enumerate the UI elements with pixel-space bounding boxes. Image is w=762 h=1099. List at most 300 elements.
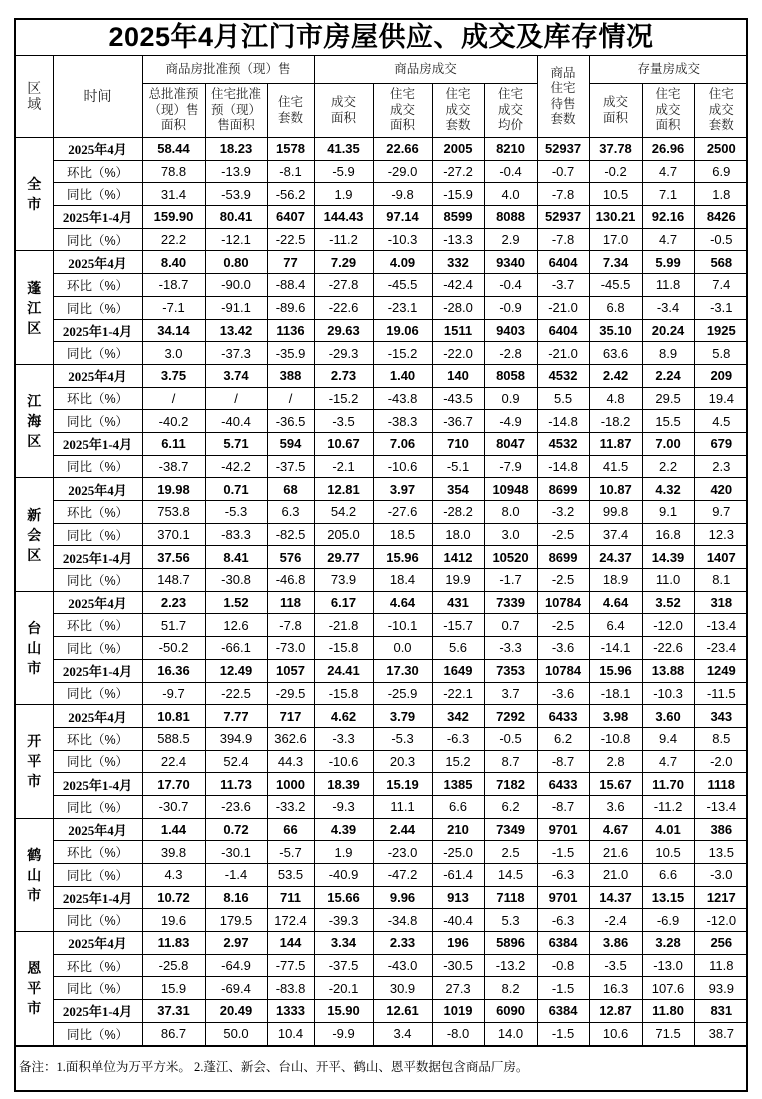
data-cell: 16.8 — [642, 523, 694, 546]
region-name-char: 区 — [27, 319, 42, 336]
data-cell: 6404 — [537, 319, 589, 342]
data-cell: 710 — [432, 432, 484, 455]
data-cell: 73.9 — [314, 569, 373, 592]
header-deal-area: 成交面积 — [314, 84, 373, 138]
data-cell: 2.44 — [373, 818, 432, 841]
data-cell: -0.8 — [537, 954, 589, 977]
data-cell: 9.1 — [642, 501, 694, 524]
table-row — [16, 319, 748, 342]
table-row — [16, 228, 748, 251]
data-cell: 19.06 — [373, 319, 432, 342]
region-name-char: 全 — [27, 176, 42, 193]
table-row — [16, 183, 748, 206]
data-cell: 22.2 — [142, 228, 205, 251]
data-cell: 10948 — [484, 478, 537, 501]
data-cell: -9.3 — [314, 795, 373, 818]
header-resale-area: 成交面积 — [589, 84, 642, 138]
data-cell: -7.8 — [537, 183, 589, 206]
header-supply-total-area: 总批准预（现）售面积 — [142, 84, 205, 138]
data-cell: 1217 — [694, 886, 748, 909]
data-cell: 6.2 — [537, 727, 589, 750]
row-label: 同比（%） — [53, 410, 142, 433]
data-cell: 10520 — [484, 546, 537, 569]
data-cell: 2.23 — [142, 591, 205, 614]
data-cell: -3.4 — [642, 296, 694, 319]
table-row — [16, 864, 748, 887]
data-cell: 17.70 — [142, 773, 205, 796]
data-cell: 5.71 — [205, 432, 267, 455]
data-cell: -11.2 — [642, 795, 694, 818]
data-cell: 12.81 — [314, 478, 373, 501]
data-cell: -37.3 — [205, 342, 267, 365]
data-cell: -27.8 — [314, 274, 373, 297]
data-cell: 39.8 — [142, 841, 205, 864]
data-cell: 13.5 — [694, 841, 748, 864]
data-cell: -40.2 — [142, 410, 205, 433]
data-cell: -50.2 — [142, 637, 205, 660]
data-cell: -91.1 — [205, 296, 267, 319]
data-cell: -5.9 — [314, 160, 373, 183]
data-cell: -27.2 — [432, 160, 484, 183]
data-cell: 12.87 — [589, 1000, 642, 1023]
region-name-char: 区 — [27, 433, 42, 450]
data-cell: 21.0 — [589, 864, 642, 887]
header-inventory: 商品住宅待售套数 — [537, 56, 589, 138]
data-cell: 3.98 — [589, 705, 642, 728]
data-cell: 38.7 — [694, 1022, 748, 1045]
data-cell: 3.52 — [642, 591, 694, 614]
data-cell: -33.2 — [267, 795, 314, 818]
data-cell: 20.24 — [642, 319, 694, 342]
data-cell: -40.4 — [432, 909, 484, 932]
data-cell: 4.64 — [373, 591, 432, 614]
data-cell: 1385 — [432, 773, 484, 796]
data-cell: 130.21 — [589, 206, 642, 229]
data-cell: 4532 — [537, 432, 589, 455]
data-cell: 205.0 — [314, 523, 373, 546]
data-cell: 19.9 — [432, 569, 484, 592]
data-cell: 6.17 — [314, 591, 373, 614]
table-row — [16, 478, 748, 501]
data-cell: 71.5 — [642, 1022, 694, 1045]
data-cell: 8426 — [694, 206, 748, 229]
data-cell: 34.14 — [142, 319, 205, 342]
region-name-char: 江 — [27, 393, 42, 410]
data-cell: -30.1 — [205, 841, 267, 864]
data-cell: 19.98 — [142, 478, 205, 501]
data-cell: 9.4 — [642, 727, 694, 750]
data-cell: -7.9 — [484, 455, 537, 478]
table-row — [16, 296, 748, 319]
data-cell: 10.5 — [589, 183, 642, 206]
data-cell: -30.5 — [432, 954, 484, 977]
data-cell: -30.7 — [142, 795, 205, 818]
data-cell: -14.8 — [537, 410, 589, 433]
data-cell: 148.7 — [142, 569, 205, 592]
data-cell: 2005 — [432, 138, 484, 161]
data-cell: -36.5 — [267, 410, 314, 433]
region-name-char: 平 — [27, 753, 42, 770]
data-cell: -15.9 — [432, 183, 484, 206]
data-cell: 29.77 — [314, 546, 373, 569]
data-cell: 1057 — [267, 659, 314, 682]
data-cell: 1.9 — [314, 841, 373, 864]
data-cell: 1.52 — [205, 591, 267, 614]
data-cell: 568 — [694, 251, 748, 274]
data-cell: 18.0 — [432, 523, 484, 546]
data-cell: -10.3 — [373, 228, 432, 251]
row-label: 环比（%） — [53, 614, 142, 637]
data-cell: 118 — [267, 591, 314, 614]
table-row — [16, 818, 748, 841]
data-cell: 10.4 — [267, 1022, 314, 1045]
data-cell: 3.60 — [642, 705, 694, 728]
data-cell: 179.5 — [205, 909, 267, 932]
data-cell: 22.4 — [142, 750, 205, 773]
data-cell: 66 — [267, 818, 314, 841]
data-cell: -23.4 — [694, 637, 748, 660]
row-label: 同比（%） — [53, 296, 142, 319]
data-cell: 3.74 — [205, 364, 267, 387]
data-cell: -29.3 — [314, 342, 373, 365]
data-cell: 0.72 — [205, 818, 267, 841]
data-cell: -15.2 — [373, 342, 432, 365]
row-label: 2025年4月 — [53, 251, 142, 274]
data-cell: 3.7 — [484, 682, 537, 705]
data-cell: 1511 — [432, 319, 484, 342]
data-cell: -20.1 — [314, 977, 373, 1000]
data-cell: 3.0 — [484, 523, 537, 546]
data-cell: 576 — [267, 546, 314, 569]
data-cell: 2500 — [694, 138, 748, 161]
data-cell: 78.8 — [142, 160, 205, 183]
data-cell: 8.16 — [205, 886, 267, 909]
data-cell: 2.9 — [484, 228, 537, 251]
row-label: 环比（%） — [53, 501, 142, 524]
data-cell: 15.9 — [142, 977, 205, 1000]
data-cell: 144 — [267, 932, 314, 955]
data-cell: -12.0 — [694, 909, 748, 932]
data-cell: 12.6 — [205, 614, 267, 637]
data-cell: 8699 — [537, 478, 589, 501]
data-cell: -22.6 — [642, 637, 694, 660]
row-label: 2025年1-4月 — [53, 432, 142, 455]
data-cell: -13.0 — [642, 954, 694, 977]
data-cell: 9.96 — [373, 886, 432, 909]
data-cell: 51.7 — [142, 614, 205, 637]
data-cell: 37.78 — [589, 138, 642, 161]
table-row — [16, 954, 748, 977]
data-cell: 3.0 — [142, 342, 205, 365]
data-cell: 29.5 — [642, 387, 694, 410]
data-cell: -8.7 — [537, 795, 589, 818]
data-cell: -18.2 — [589, 410, 642, 433]
data-cell: 6.6 — [432, 795, 484, 818]
table-row — [16, 682, 748, 705]
data-cell: -15.8 — [314, 637, 373, 660]
data-cell: 8.41 — [205, 546, 267, 569]
data-cell: -1.5 — [537, 977, 589, 1000]
data-cell: 93.9 — [694, 977, 748, 1000]
data-cell: -37.5 — [267, 455, 314, 478]
data-cell: 24.37 — [589, 546, 642, 569]
data-cell: 52937 — [537, 206, 589, 229]
data-cell: 37.31 — [142, 1000, 205, 1023]
data-cell: 24.41 — [314, 659, 373, 682]
report-title: 2025年4月江门市房屋供应、成交及库存情况 — [16, 20, 746, 56]
region-name-char: 山 — [27, 639, 42, 656]
data-cell: 13.42 — [205, 319, 267, 342]
data-cell: -3.6 — [537, 637, 589, 660]
data-cell: -25.8 — [142, 954, 205, 977]
data-cell: -12.1 — [205, 228, 267, 251]
region-cell — [16, 591, 53, 704]
data-cell: 717 — [267, 705, 314, 728]
data-cell: -90.0 — [205, 274, 267, 297]
data-cell: -10.3 — [642, 682, 694, 705]
data-cell: -5.3 — [205, 501, 267, 524]
data-cell: 7.4 — [694, 274, 748, 297]
data-cell: 913 — [432, 886, 484, 909]
row-label: 同比（%） — [53, 682, 142, 705]
data-cell: 6407 — [267, 206, 314, 229]
data-cell: 3.79 — [373, 705, 432, 728]
data-cell: 4.64 — [589, 591, 642, 614]
data-cell: -2.5 — [537, 523, 589, 546]
data-cell: -9.8 — [373, 183, 432, 206]
data-cell: 1412 — [432, 546, 484, 569]
header-resale-res-area: 住宅成交面积 — [642, 84, 694, 138]
region-name-char: 蓬 — [27, 279, 42, 296]
data-cell: -43.5 — [432, 387, 484, 410]
row-label: 环比（%） — [53, 841, 142, 864]
data-cell: / — [205, 387, 267, 410]
data-cell: -6.9 — [642, 909, 694, 932]
data-cell: 332 — [432, 251, 484, 274]
data-cell: 10784 — [537, 591, 589, 614]
data-cell: -15.2 — [314, 387, 373, 410]
row-label: 环比（%） — [53, 387, 142, 410]
row-label: 2025年4月 — [53, 138, 142, 161]
data-cell: -5.7 — [267, 841, 314, 864]
data-cell: -5.3 — [373, 727, 432, 750]
data-cell: -66.1 — [205, 637, 267, 660]
data-cell: -83.8 — [267, 977, 314, 1000]
data-cell: -2.4 — [589, 909, 642, 932]
data-cell: 0.71 — [205, 478, 267, 501]
data-cell: -38.7 — [142, 455, 205, 478]
data-cell: 5896 — [484, 932, 537, 955]
table-row — [16, 251, 748, 274]
table-row — [16, 432, 748, 455]
data-cell: 21.6 — [589, 841, 642, 864]
table-row — [16, 886, 748, 909]
header-supply-res-area: 住宅批准预（现）售面积 — [205, 84, 267, 138]
data-cell: 97.14 — [373, 206, 432, 229]
row-label: 同比（%） — [53, 342, 142, 365]
row-label: 2025年4月 — [53, 591, 142, 614]
data-cell: -0.2 — [589, 160, 642, 183]
data-cell: 8047 — [484, 432, 537, 455]
data-cell: 17.30 — [373, 659, 432, 682]
data-cell: 15.67 — [589, 773, 642, 796]
data-cell: / — [267, 387, 314, 410]
data-cell: 7.00 — [642, 432, 694, 455]
table-row — [16, 1000, 748, 1023]
data-cell: 8.5 — [694, 727, 748, 750]
data-cell: 8599 — [432, 206, 484, 229]
data-cell: 11.83 — [142, 932, 205, 955]
data-cell: 2.2 — [642, 455, 694, 478]
table-row — [16, 410, 748, 433]
data-cell: 7.77 — [205, 705, 267, 728]
table-row — [16, 455, 748, 478]
row-label: 2025年1-4月 — [53, 546, 142, 569]
data-cell: 831 — [694, 1000, 748, 1023]
data-cell: 29.63 — [314, 319, 373, 342]
data-cell: 6433 — [537, 773, 589, 796]
data-cell: 4.67 — [589, 818, 642, 841]
header-group-deals: 商品房成交 — [314, 56, 537, 84]
data-cell: 7.34 — [589, 251, 642, 274]
header-group-supply: 商品房批准预（现）售 — [142, 56, 314, 84]
data-cell: 2.5 — [484, 841, 537, 864]
data-cell: 11.0 — [642, 569, 694, 592]
data-cell: -28.2 — [432, 501, 484, 524]
region-name-char: 市 — [27, 659, 42, 676]
data-cell: -82.5 — [267, 523, 314, 546]
table-row — [16, 637, 748, 660]
data-cell: -25.9 — [373, 682, 432, 705]
table-row — [16, 750, 748, 773]
data-cell: 5.5 — [537, 387, 589, 410]
data-cell: 19.4 — [694, 387, 748, 410]
data-cell: 753.8 — [142, 501, 205, 524]
data-cell: 3.97 — [373, 478, 432, 501]
data-cell: 354 — [432, 478, 484, 501]
data-cell: 2.3 — [694, 455, 748, 478]
row-label: 同比（%） — [53, 750, 142, 773]
data-cell: 22.66 — [373, 138, 432, 161]
data-cell: 9701 — [537, 886, 589, 909]
data-cell: 3.6 — [589, 795, 642, 818]
data-cell: 3.28 — [642, 932, 694, 955]
data-cell: -6.3 — [432, 727, 484, 750]
data-cell: 8.7 — [484, 750, 537, 773]
data-cell: -23.1 — [373, 296, 432, 319]
data-cell: 107.6 — [642, 977, 694, 1000]
data-cell: -22.5 — [267, 228, 314, 251]
data-cell: 15.19 — [373, 773, 432, 796]
region-cell — [16, 705, 53, 818]
data-cell: -15.8 — [314, 682, 373, 705]
table-row — [16, 342, 748, 365]
row-label: 同比（%） — [53, 637, 142, 660]
data-cell: 15.96 — [373, 546, 432, 569]
data-cell: 0.9 — [484, 387, 537, 410]
data-cell: -73.0 — [267, 637, 314, 660]
region-cell — [16, 251, 53, 364]
data-cell: 7353 — [484, 659, 537, 682]
header-region: 区域 — [16, 56, 53, 138]
row-label: 同比（%） — [53, 909, 142, 932]
data-cell: -22.6 — [314, 296, 373, 319]
data-cell: 11.1 — [373, 795, 432, 818]
region-cell — [16, 478, 53, 591]
data-cell: -13.4 — [694, 795, 748, 818]
data-cell: 588.5 — [142, 727, 205, 750]
data-cell: -1.4 — [205, 864, 267, 887]
data-cell: 6384 — [537, 1000, 589, 1023]
table-row — [16, 977, 748, 1000]
data-cell: 12.49 — [205, 659, 267, 682]
data-cell: 7182 — [484, 773, 537, 796]
table-body — [16, 138, 748, 1046]
data-cell: 10.6 — [589, 1022, 642, 1045]
data-cell: -29.5 — [267, 682, 314, 705]
data-cell: 2.33 — [373, 932, 432, 955]
data-cell: 10.67 — [314, 432, 373, 455]
region-name-char: 市 — [27, 196, 42, 213]
data-cell: 16.36 — [142, 659, 205, 682]
data-cell: -1.7 — [484, 569, 537, 592]
data-cell: 44.3 — [267, 750, 314, 773]
data-cell: 0.80 — [205, 251, 267, 274]
header-deal-res-units: 住宅成交套数 — [432, 84, 484, 138]
data-cell: -21.8 — [314, 614, 373, 637]
data-cell: 4.7 — [642, 160, 694, 183]
data-cell: 80.41 — [205, 206, 267, 229]
footnote: 备注：1.面积单位为万平方米。 2.蓬江、新会、台山、开平、鹤山、恩平数据包含商品厂房。 — [16, 1046, 746, 1090]
row-label: 2025年4月 — [53, 364, 142, 387]
data-cell: -0.7 — [537, 160, 589, 183]
data-cell: 54.2 — [314, 501, 373, 524]
data-cell: 4.32 — [642, 478, 694, 501]
region-name-char: 新 — [27, 506, 42, 523]
data-cell: 11.8 — [642, 274, 694, 297]
data-cell: 2.42 — [589, 364, 642, 387]
data-cell: 6.2 — [484, 795, 537, 818]
data-cell: -25.0 — [432, 841, 484, 864]
data-cell: 12.61 — [373, 1000, 432, 1023]
data-cell: 209 — [694, 364, 748, 387]
data-cell: 388 — [267, 364, 314, 387]
data-cell: 1925 — [694, 319, 748, 342]
table-row — [16, 546, 748, 569]
data-cell: 15.2 — [432, 750, 484, 773]
data-cell: 15.66 — [314, 886, 373, 909]
data-cell: 15.5 — [642, 410, 694, 433]
data-cell: 10.5 — [642, 841, 694, 864]
data-cell: -3.5 — [589, 954, 642, 977]
data-cell: 370.1 — [142, 523, 205, 546]
data-cell: 37.56 — [142, 546, 205, 569]
data-cell: 4.3 — [142, 864, 205, 887]
table-row — [16, 364, 748, 387]
data-cell: 8.2 — [484, 977, 537, 1000]
data-cell: 159.90 — [142, 206, 205, 229]
data-cell: 0.7 — [484, 614, 537, 637]
header-supply-res-units: 住宅套数 — [267, 84, 314, 138]
region-name-char: 江 — [27, 299, 42, 316]
region-cell — [16, 364, 53, 477]
data-cell: 4.7 — [642, 750, 694, 773]
data-cell: -2.5 — [537, 614, 589, 637]
data-cell: -0.5 — [694, 228, 748, 251]
data-cell: -43.0 — [373, 954, 432, 977]
data-cell: -8.1 — [267, 160, 314, 183]
data-cell: -89.6 — [267, 296, 314, 319]
